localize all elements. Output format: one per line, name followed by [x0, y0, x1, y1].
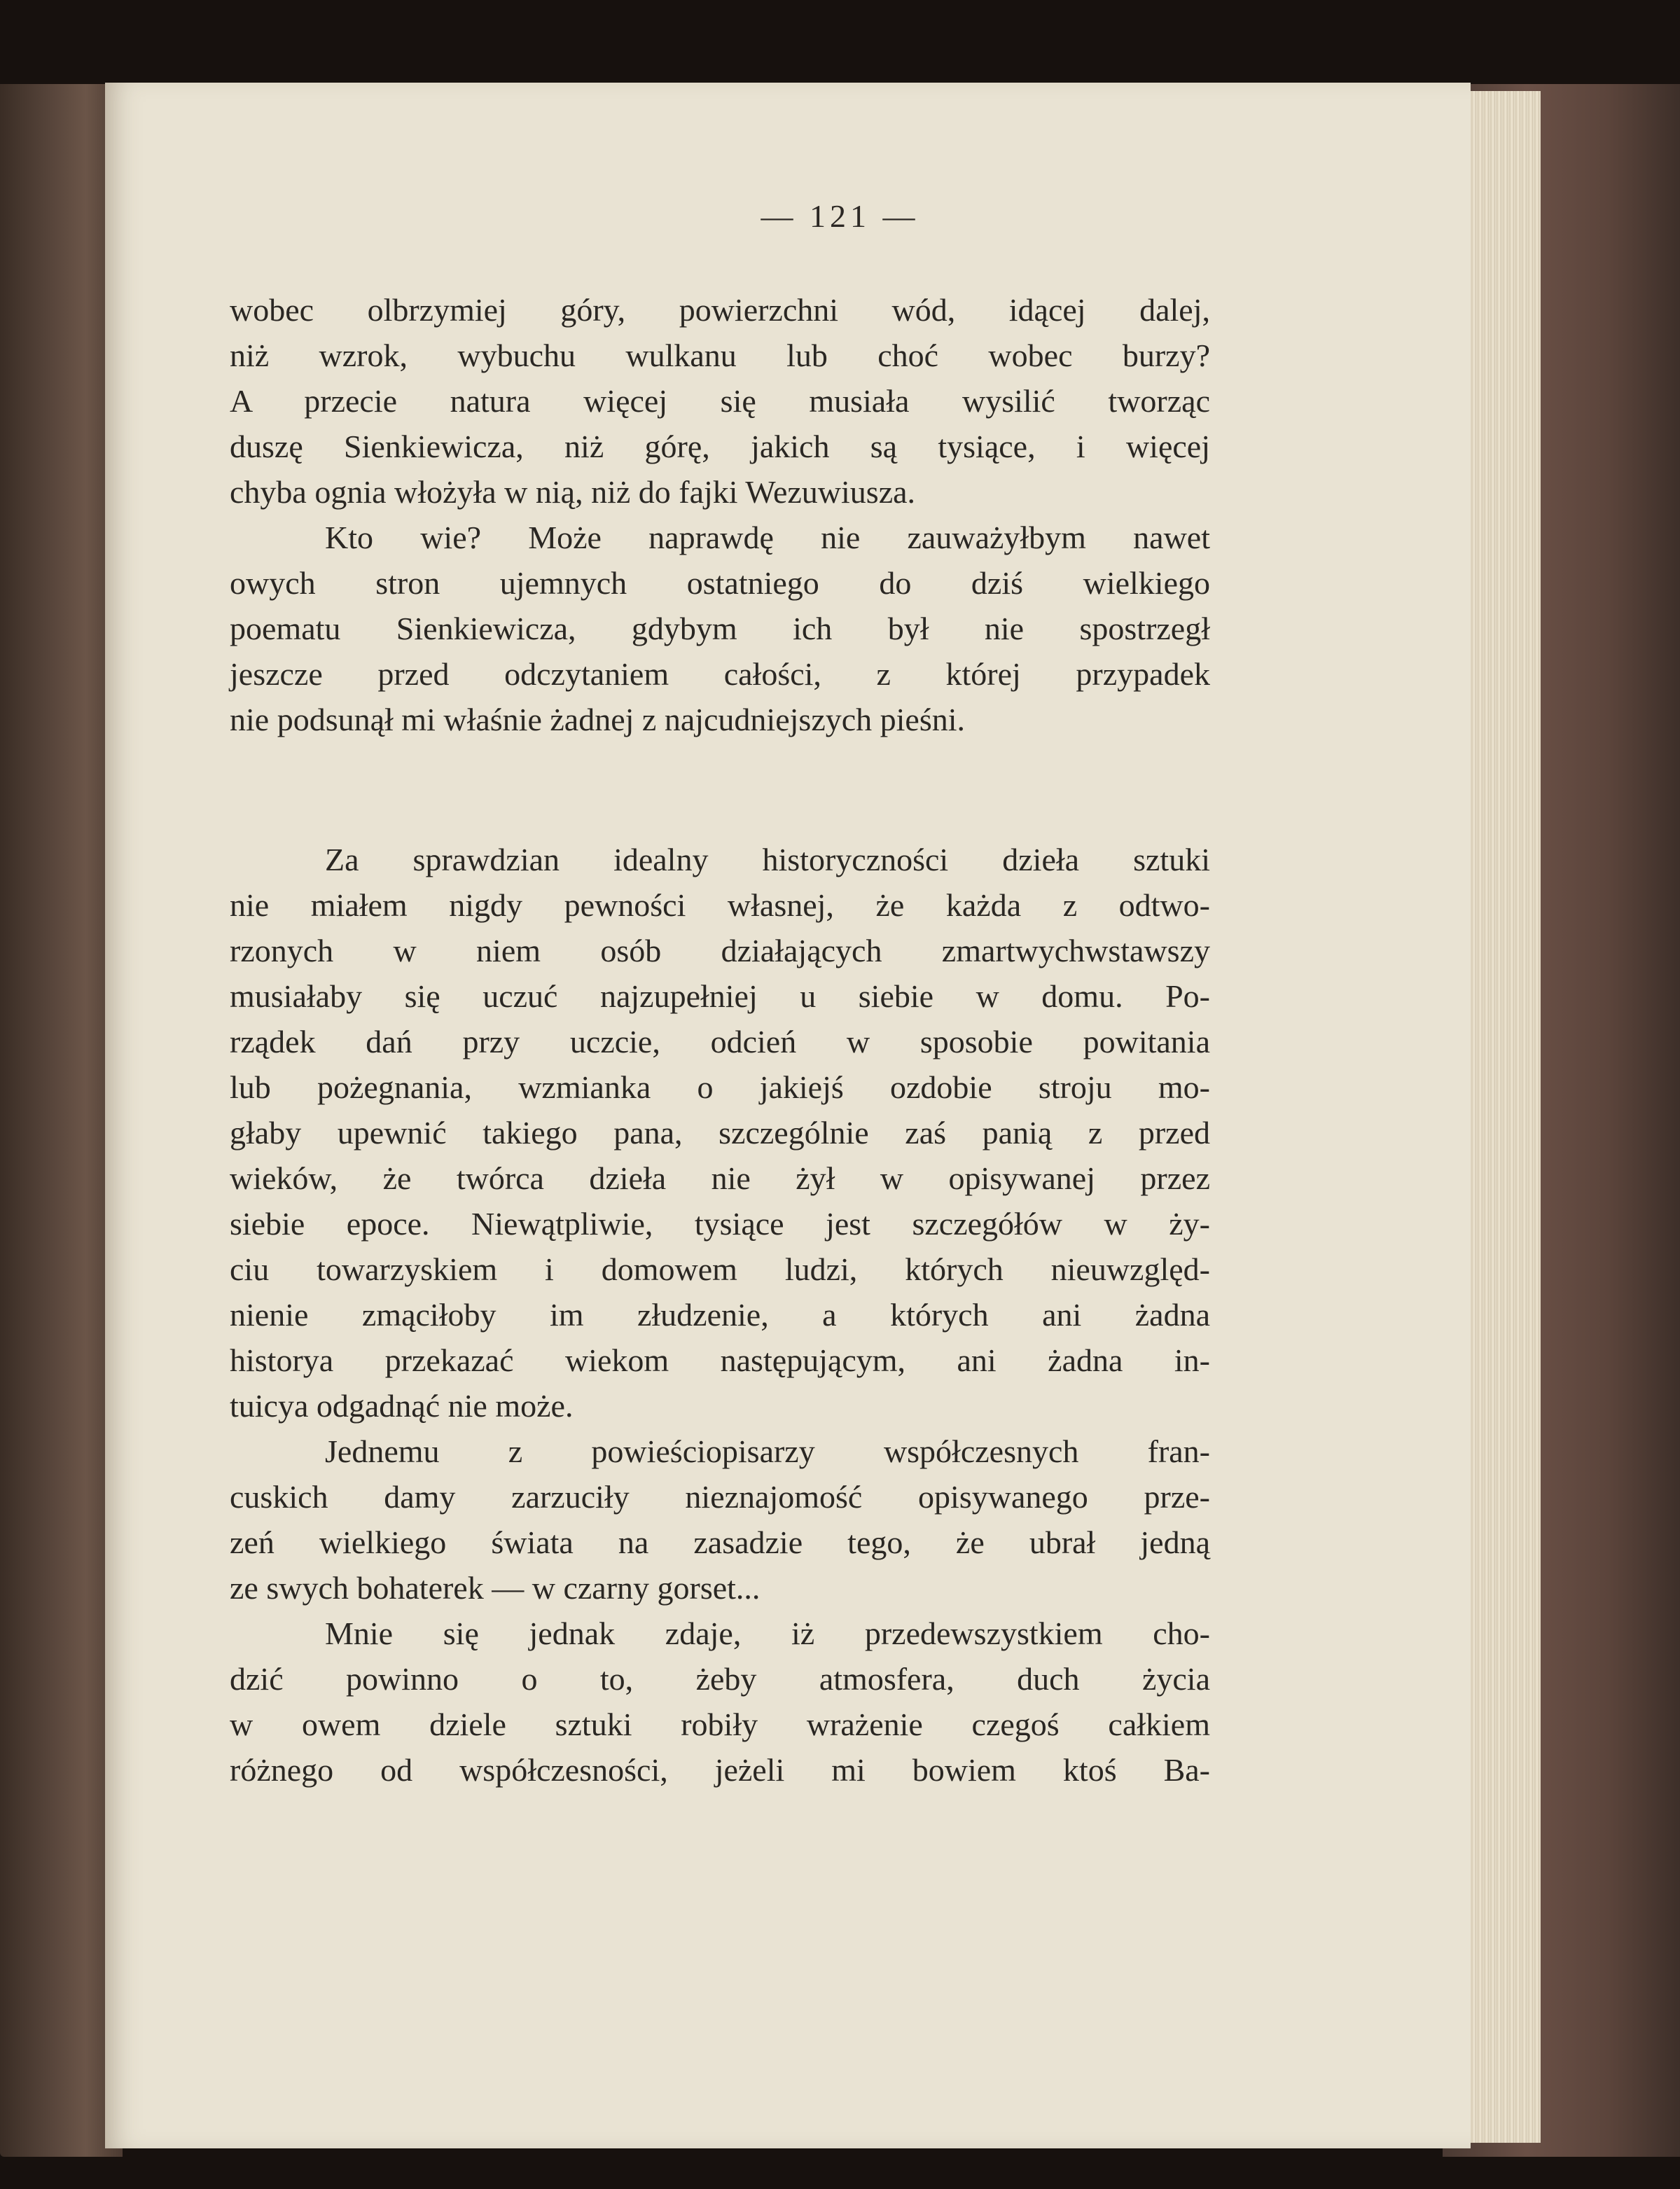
page-edges — [1464, 91, 1541, 2143]
text-line: Za sprawdzian idealny historyczności dzieła sztuki — [325, 842, 1210, 877]
text-line: poematu Sienkiewicza, gdybym ich był nie spostrzegł — [230, 611, 1210, 646]
text-line: cuskich damy zarzuciły nieznajomość opisywanego prze- — [230, 1479, 1210, 1515]
text-line: lub pożegnania, wzmianka o jakiejś ozdobie stroju mo- — [230, 1069, 1210, 1105]
page-number: — 121 — — [761, 198, 919, 234]
text-line: siebie epoce. Niewątpliwie, tysiące jest szczegółów w ży- — [230, 1206, 1210, 1242]
text-line: duszę Sienkiewicza, niż górę, jakich są tysiące, i więcej — [230, 429, 1210, 464]
text-line: wieków, że twórca dzieła nie żył w opisywanej przez — [230, 1160, 1210, 1196]
text-line: niż wzrok, wybuchu wulkanu lub choć wobec burzy? — [230, 338, 1210, 373]
text-line: musiałaby się uczuć najzupełniej u siebie w domu. Po- — [230, 978, 1210, 1014]
text-line: owych stron ujemnych ostatniego do dziś wielkiego — [230, 565, 1210, 601]
text-line: chyba ognia włożyła w nią, niż do fajki Wezuwiusza. — [230, 474, 916, 510]
text-line: w owem dziele sztuki robiły wrażenie czegoś całkiem — [230, 1707, 1210, 1742]
text-section-1 — [230, 287, 1210, 742]
text-line: wobec olbrzymiej góry, powierzchni wód, idącej dalej, — [230, 292, 1210, 328]
text-line: nie podsunął mi właśnie żadnej z najcudniejszych pieśni. — [230, 702, 966, 737]
text-line: rzonych w niem osób działających zmartwychwstawszy — [230, 933, 1210, 968]
text-line: głaby upewnić takiego pana, szczególnie zaś panią z przed — [230, 1115, 1210, 1151]
text-line: Mnie się jednak zdaje, iż przedewszystkiem cho- — [325, 1615, 1210, 1651]
book-cover-left — [0, 84, 123, 2157]
text-line: nie miałem nigdy pewności własnej, że każda z odtwo- — [230, 887, 1210, 923]
text-line: Jednemu z powieściopisarzy współczesnych fran- — [325, 1433, 1210, 1469]
text-line: zeń wielkiego świata na zasadzie tego, że ubrał jedną — [230, 1524, 1210, 1560]
text-line: A przecie natura więcej się musiała wysilić tworząc — [230, 383, 1210, 419]
text-line: jeszcze przed odczytaniem całości, z której przypadek — [230, 656, 1210, 692]
text-line: tuicya odgadnąć nie może. — [230, 1388, 574, 1424]
text-line: ze swych bohaterek — w czarny gorset... — [230, 1570, 761, 1606]
text-line: ciu towarzyskiem i domowem ludzi, których nieuwzględ- — [230, 1251, 1210, 1287]
text-line: różnego od współczesności, jeżeli mi bowiem ktoś Ba- — [230, 1752, 1210, 1788]
text-line: Kto wie? Może naprawdę nie zauważyłbym nawet — [325, 520, 1210, 555]
text-line: dzić powinno o to, żeby atmosfera, duch życia — [230, 1661, 1210, 1697]
page-text — [230, 287, 1210, 1793]
text-line: rządek dań przy uczcie, odcień w sposobie powitania — [230, 1024, 1210, 1059]
text-line: historya przekazać wiekom następującym, ani żadna in- — [230, 1342, 1210, 1378]
text-line: nienie zmąciłoby im złudzenie, a których ani żadna — [230, 1297, 1210, 1333]
text-section-2 — [230, 837, 1210, 1793]
section-gap — [230, 742, 1210, 837]
